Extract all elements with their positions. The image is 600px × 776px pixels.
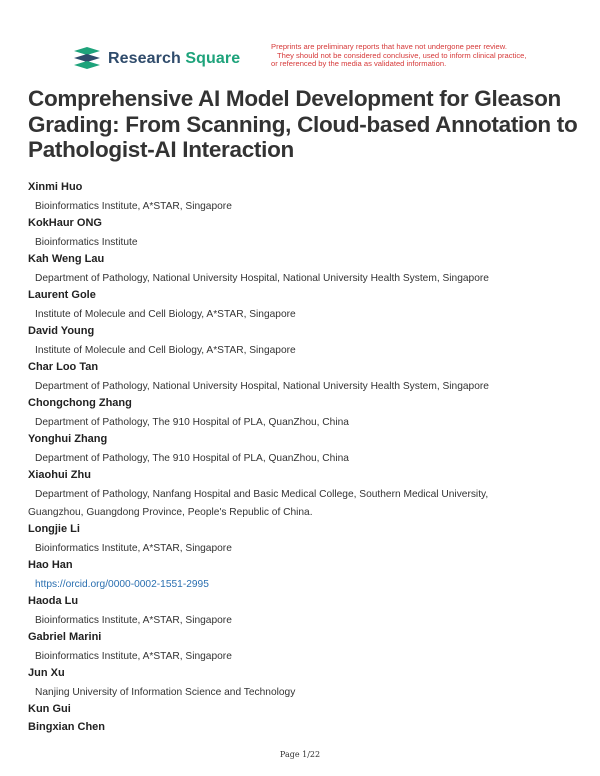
author-entry [28,594,588,630]
author-name: Xinmi Huo [28,181,83,193]
author-affiliation: Department of Pathology, National University Hospital, National University Health System, Singapore [35,381,489,392]
author-list [28,180,588,738]
author-entry [28,432,588,468]
author-entry [28,522,588,558]
author-entry [28,666,588,702]
author-entry [28,216,588,252]
author-affiliation: Institute of Molecule and Cell Biology, A*STAR, Singapore [35,309,296,320]
author-name: Yonghui Zhang [28,433,108,445]
author-affiliation: Institute of Molecule and Cell Biology, A*STAR, Singapore [35,345,296,356]
author-affiliation: Department of Pathology, Nanfang Hospital and Basic Medical College, Southern Medical University, [35,489,489,500]
paper-title: Comprehensive AI Model Development for Gleason Grading: From Scanning, Cloud-based Annotation to Pathologist-AI Interaction [28,86,578,162]
author-name: Chongchong Zhang [28,397,132,409]
author-affiliation: Bioinformatics Institute [35,237,138,248]
author-name: Xiaohui Zhu [28,469,91,481]
author-name: Gabriel Marini [28,631,102,643]
author-name: Bingxian Chen [28,721,106,733]
author-name: KokHaur ONG [28,217,102,229]
author-name: Jun Xu [28,667,65,679]
page-header [0,0,600,80]
author-entry [28,180,588,216]
preprint-disclaimer [271,43,571,69]
author-affiliation: Department of Pathology, The 910 Hospital of PLA, QuanZhou, China [35,417,349,428]
author-entry [28,558,588,594]
author-affiliation: Bioinformatics Institute, A*STAR, Singapore [35,615,232,626]
disclaimer-line: or referenced by the media as validated information. [271,59,447,69]
author-entry [28,288,588,324]
author-affiliation: Bioinformatics Institute, A*STAR, Singapore [35,543,232,554]
author-affiliation: Bioinformatics Institute, A*STAR, Singapore [35,651,232,662]
author-affiliation: Department of Pathology, The 910 Hospital of PLA, QuanZhou, China [35,453,349,464]
author-affiliation-continued: Guangzhou, Guangdong Province, People's Republic of China. [28,507,313,518]
author-entry [28,396,588,432]
research-square-logo[interactable] [72,46,240,72]
author-name: Kah Weng Lau [28,253,105,265]
author-entry [28,720,588,738]
disclaimer-line: Preprints are preliminary reports that have not undergone peer review. [271,42,507,51]
author-entry [28,468,588,522]
author-name: David Young [28,325,95,337]
author-name: Haoda Lu [28,595,79,607]
author-entry [28,360,588,396]
author-name: Char Loo Tan [28,361,99,373]
brand-name-part-1: Research [108,50,181,67]
author-affiliation: Bioinformatics Institute, A*STAR, Singapore [35,201,232,212]
author-entry [28,324,588,360]
page-number: Page 1/22 [279,750,321,759]
research-square-logo-icon [72,46,102,72]
disclaimer-line: They should not be considered conclusive, used to inform clinical practice, [277,50,527,60]
brand-name-part-2: Square [185,50,241,67]
author-entry [28,630,588,666]
author-affiliation: Nanjing University of Information Science and Technology [35,687,296,698]
author-entry [28,252,588,288]
orcid-link[interactable]: https://orcid.org/0000-0002-1551-2995 [35,579,209,590]
brand-name [108,50,240,68]
author-entry [28,702,588,720]
author-affiliation: Department of Pathology, National University Hospital, National University Health System, Singapore [35,273,489,284]
author-name: Laurent Gole [28,289,96,301]
author-name: Kun Gui [28,703,71,715]
author-name: Longjie Li [28,523,80,535]
author-name: Hao Han [28,559,73,571]
